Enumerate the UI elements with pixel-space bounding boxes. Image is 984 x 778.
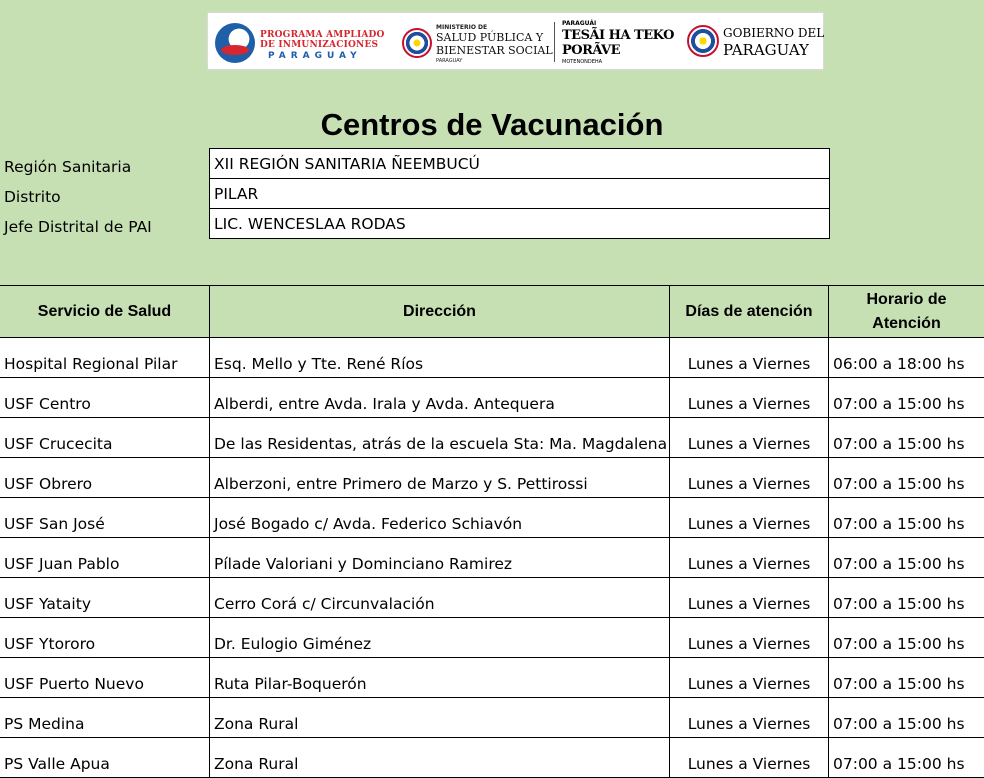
ministerio-small: MINISTERIO DE	[436, 24, 488, 31]
pai-logo-line1: PROGRAMA AMPLIADO	[260, 30, 385, 40]
header-horario-text: Horario de Atención	[866, 290, 947, 332]
table-row	[0, 458, 984, 498]
table-row	[0, 498, 984, 538]
cell-direccion[interactable]: José Bogado c/ Avda. Federico Schiavón	[210, 498, 670, 537]
info-label-jefe: Jefe Distrital de PAI	[4, 218, 152, 236]
table-header	[0, 285, 984, 338]
cell-dias[interactable]: Lunes a Viernes	[670, 458, 829, 497]
table-row	[0, 578, 984, 618]
info-value-distrito[interactable]: PILAR	[210, 179, 829, 209]
cell-direccion[interactable]: Cerro Corá c/ Circunvalación	[210, 578, 670, 617]
ministerio-sub: PARAGUAY	[436, 58, 463, 64]
cell-direccion[interactable]: Alberzoni, entre Primero de Marzo y S. Pettirossi	[210, 458, 670, 497]
cell-dias[interactable]: Lunes a Viernes	[670, 578, 829, 617]
pai-logo-line2: DE INMUNIZACIONES	[260, 40, 379, 50]
cell-dias[interactable]: Lunes a Viernes	[670, 538, 829, 577]
cell-horario[interactable]: 06:00 a 18:00 hs	[833, 355, 965, 373]
ministerio-line2: BIENESTAR SOCIAL	[436, 44, 553, 57]
page-title: Centros de Vacunación	[320, 107, 664, 142]
ministerio-logo	[398, 13, 553, 71]
cell-direccion[interactable]: Esq. Mello y Tte. René Ríos	[210, 338, 670, 377]
table-row	[0, 338, 984, 378]
tesai-small: PARAGUÁI	[562, 20, 597, 27]
cell-horario[interactable]: 07:00 a 15:00 hs	[833, 435, 965, 453]
cell-horario[interactable]: 07:00 a 15:00 hs	[833, 635, 965, 653]
cell-servicio[interactable]: USF Ytororo	[0, 618, 210, 657]
table-row	[0, 658, 984, 698]
header-servicio[interactable]: Servicio de Salud	[0, 286, 210, 337]
pai-logo	[212, 13, 385, 71]
info-value-region[interactable]: XII REGIÓN SANITARIA ÑEEMBUCÚ	[210, 149, 829, 179]
info-box	[209, 148, 830, 239]
table-row	[0, 538, 984, 578]
cell-servicio[interactable]: USF Centro	[0, 378, 210, 417]
info-label-distrito: Distrito	[4, 188, 61, 206]
header-area	[0, 0, 984, 285]
cell-servicio[interactable]: USF Yataity	[0, 578, 210, 617]
cell-servicio[interactable]: Hospital Regional Pilar	[0, 338, 210, 377]
ministerio-line1: SALUD PÚBLICA Y	[436, 31, 544, 44]
table-row	[0, 418, 984, 458]
cell-horario[interactable]: 07:00 a 15:00 hs	[833, 555, 965, 573]
cell-servicio[interactable]: PS Medina	[0, 698, 210, 737]
cell-horario[interactable]: 07:00 a 15:00 hs	[833, 595, 965, 613]
cell-servicio[interactable]: USF San José	[0, 498, 210, 537]
pai-logo-line3: PARAGUAY	[268, 51, 362, 61]
cell-horario[interactable]: 07:00 a 15:00 hs	[833, 715, 965, 733]
cell-direccion[interactable]: Zona Rural	[210, 738, 670, 777]
gobierno-logo	[684, 13, 824, 71]
cell-direccion[interactable]: De las Residentas, atrás de la escuela Sta: Ma. Magdalena	[210, 418, 670, 457]
info-label-region: Región Sanitaria	[4, 158, 132, 176]
table-row	[0, 738, 984, 778]
info-value-jefe[interactable]: LIC. WENCESLAA RODAS	[214, 215, 406, 233]
cell-dias[interactable]: Lunes a Viernes	[670, 658, 829, 697]
cell-direccion[interactable]: Alberdi, entre Avda. Irala y Avda. Antequera	[210, 378, 670, 417]
cell-direccion[interactable]: Dr. Eulogio Giménez	[210, 618, 670, 657]
cell-dias[interactable]: Lunes a Viernes	[670, 698, 829, 737]
logo-divider	[554, 22, 555, 62]
header-dias[interactable]: Días de atención	[670, 286, 829, 337]
cell-dias[interactable]: Lunes a Viernes	[670, 498, 829, 537]
table-body	[0, 338, 984, 778]
cell-horario[interactable]: 07:00 a 15:00 hs	[833, 395, 965, 413]
cell-servicio[interactable]: USF Juan Pablo	[0, 538, 210, 577]
gobierno-line2: PARAGUAY	[723, 41, 809, 59]
header-horario[interactable]	[829, 286, 984, 337]
cell-dias[interactable]: Lunes a Viernes	[670, 338, 829, 377]
cell-horario[interactable]: 07:00 a 15:00 hs	[833, 755, 965, 773]
table-row	[0, 618, 984, 658]
cell-direccion[interactable]: Ruta Pilar-Boquerón	[210, 658, 670, 697]
cell-horario[interactable]: 07:00 a 15:00 hs	[833, 675, 965, 693]
cell-direccion[interactable]: Zona Rural	[210, 698, 670, 737]
pai-emblem-icon	[215, 23, 255, 63]
tesai-line2: PORÃVE	[562, 43, 621, 58]
cell-dias[interactable]: Lunes a Viernes	[670, 418, 829, 457]
tesai-logo	[560, 13, 674, 71]
header-direccion[interactable]: Dirección	[210, 286, 670, 337]
cell-dias[interactable]: Lunes a Viernes	[670, 738, 829, 777]
paraguay-seal-icon	[402, 28, 432, 58]
cell-horario[interactable]: 07:00 a 15:00 hs	[833, 475, 965, 493]
cell-servicio[interactable]: USF Puerto Nuevo	[0, 658, 210, 697]
tesai-sub: MOTENONDEHA	[562, 59, 603, 65]
gobierno-seal-icon	[687, 25, 719, 57]
table-row	[0, 378, 984, 418]
gobierno-line1: GOBIERNO DEL	[723, 26, 825, 40]
cell-servicio[interactable]: USF Obrero	[0, 458, 210, 497]
table-row	[0, 698, 984, 738]
cell-direccion[interactable]: Pílade Valoriani y Dominciano Ramirez	[210, 538, 670, 577]
cell-servicio[interactable]: USF Crucecita	[0, 418, 210, 457]
tesai-line1: TESÃI HA TEKO	[562, 28, 674, 43]
cell-servicio[interactable]: PS Valle Apua	[0, 738, 210, 777]
cell-dias[interactable]: Lunes a Viernes	[670, 378, 829, 417]
cell-dias[interactable]: Lunes a Viernes	[670, 618, 829, 657]
cell-horario[interactable]: 07:00 a 15:00 hs	[833, 515, 965, 533]
logo-banner	[207, 12, 824, 70]
